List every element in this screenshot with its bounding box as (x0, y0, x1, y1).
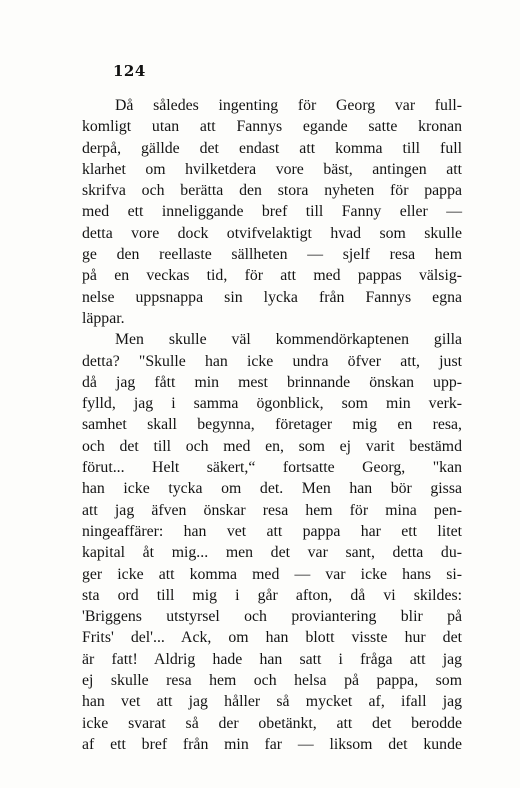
text-line: då jag fått min mest brinnande önskan upp- (82, 373, 462, 391)
text-line: sta ord till mig i går afton, då vi skildes: (82, 586, 462, 604)
page-number: 124 (113, 62, 146, 80)
text-line: ej skulle resa hem och helsa på pappa, som (82, 672, 462, 690)
text-line: Men skulle väl kommendörkaptenen gilla (115, 331, 462, 349)
text-line: ge den reellaste sällheten — sjelf resa hem (82, 246, 462, 264)
text-line: ger icke att komma med — var icke hans si- (82, 565, 462, 583)
text-line: förut... Helt säkert,“ fortsatte Georg, "kan (82, 459, 462, 477)
text-line: icke svarat så der obetänkt, att det berodde (82, 714, 462, 732)
text-line: kapital åt mig... men det var sant, detta du- (82, 544, 462, 562)
text-line: med ett inneliggande bref till Fanny eller — (82, 203, 462, 221)
text-line: Då således ingenting för Georg var full- (115, 97, 462, 114)
text-line: komligt utan att Fannys egande satte kronan (82, 118, 462, 136)
text-line: och det till och med en, som ej varit bestämd (82, 437, 462, 455)
text-line: att jag äfven önskar resa hem för mina pen- (82, 501, 462, 519)
text-line: fylld, jag i samma ögonblick, som min verk- (82, 395, 462, 413)
text-line: klarhet om hvilketdera vore bäst, antingen att (82, 160, 462, 178)
text-line: läppar. (82, 309, 125, 327)
text-line: är fatt! Aldrig hade han satt i fråga att jag (82, 650, 462, 668)
text-line: Frits' del'... Ack, om han blott visste hur det (82, 629, 462, 647)
body-text (82, 95, 462, 755)
text-line: han icke tycka om det. Men han bör gissa (82, 480, 462, 498)
text-line: af ett bref från min far — liksom det kunde (82, 735, 462, 753)
text-line: detta vore dock otvifvelaktigt hvad som skulle (82, 224, 462, 242)
text-line: derpå, gällde det endast att komma till full (82, 139, 462, 157)
text-line: detta? "Skulle han icke undra öfver att, just (82, 352, 462, 370)
text-line: ningeaffärer: han vet att pappa har ett litet (82, 522, 462, 540)
text-line: skrifva och berätta den stora nyheten för pappa (82, 182, 462, 200)
text-line: 'Briggens utstyrsel och proviantering blir på (82, 608, 462, 626)
text-line: nelse uppsnappa sin lycka från Fannys egna (82, 288, 462, 306)
text-line: samhet skall begynna, företager mig en resa, (82, 416, 462, 434)
text-line: på en veckas tid, för att med pappas välsig- (82, 267, 462, 285)
text-line: han vet att jag håller så mycket af, ifall jag (82, 693, 462, 711)
